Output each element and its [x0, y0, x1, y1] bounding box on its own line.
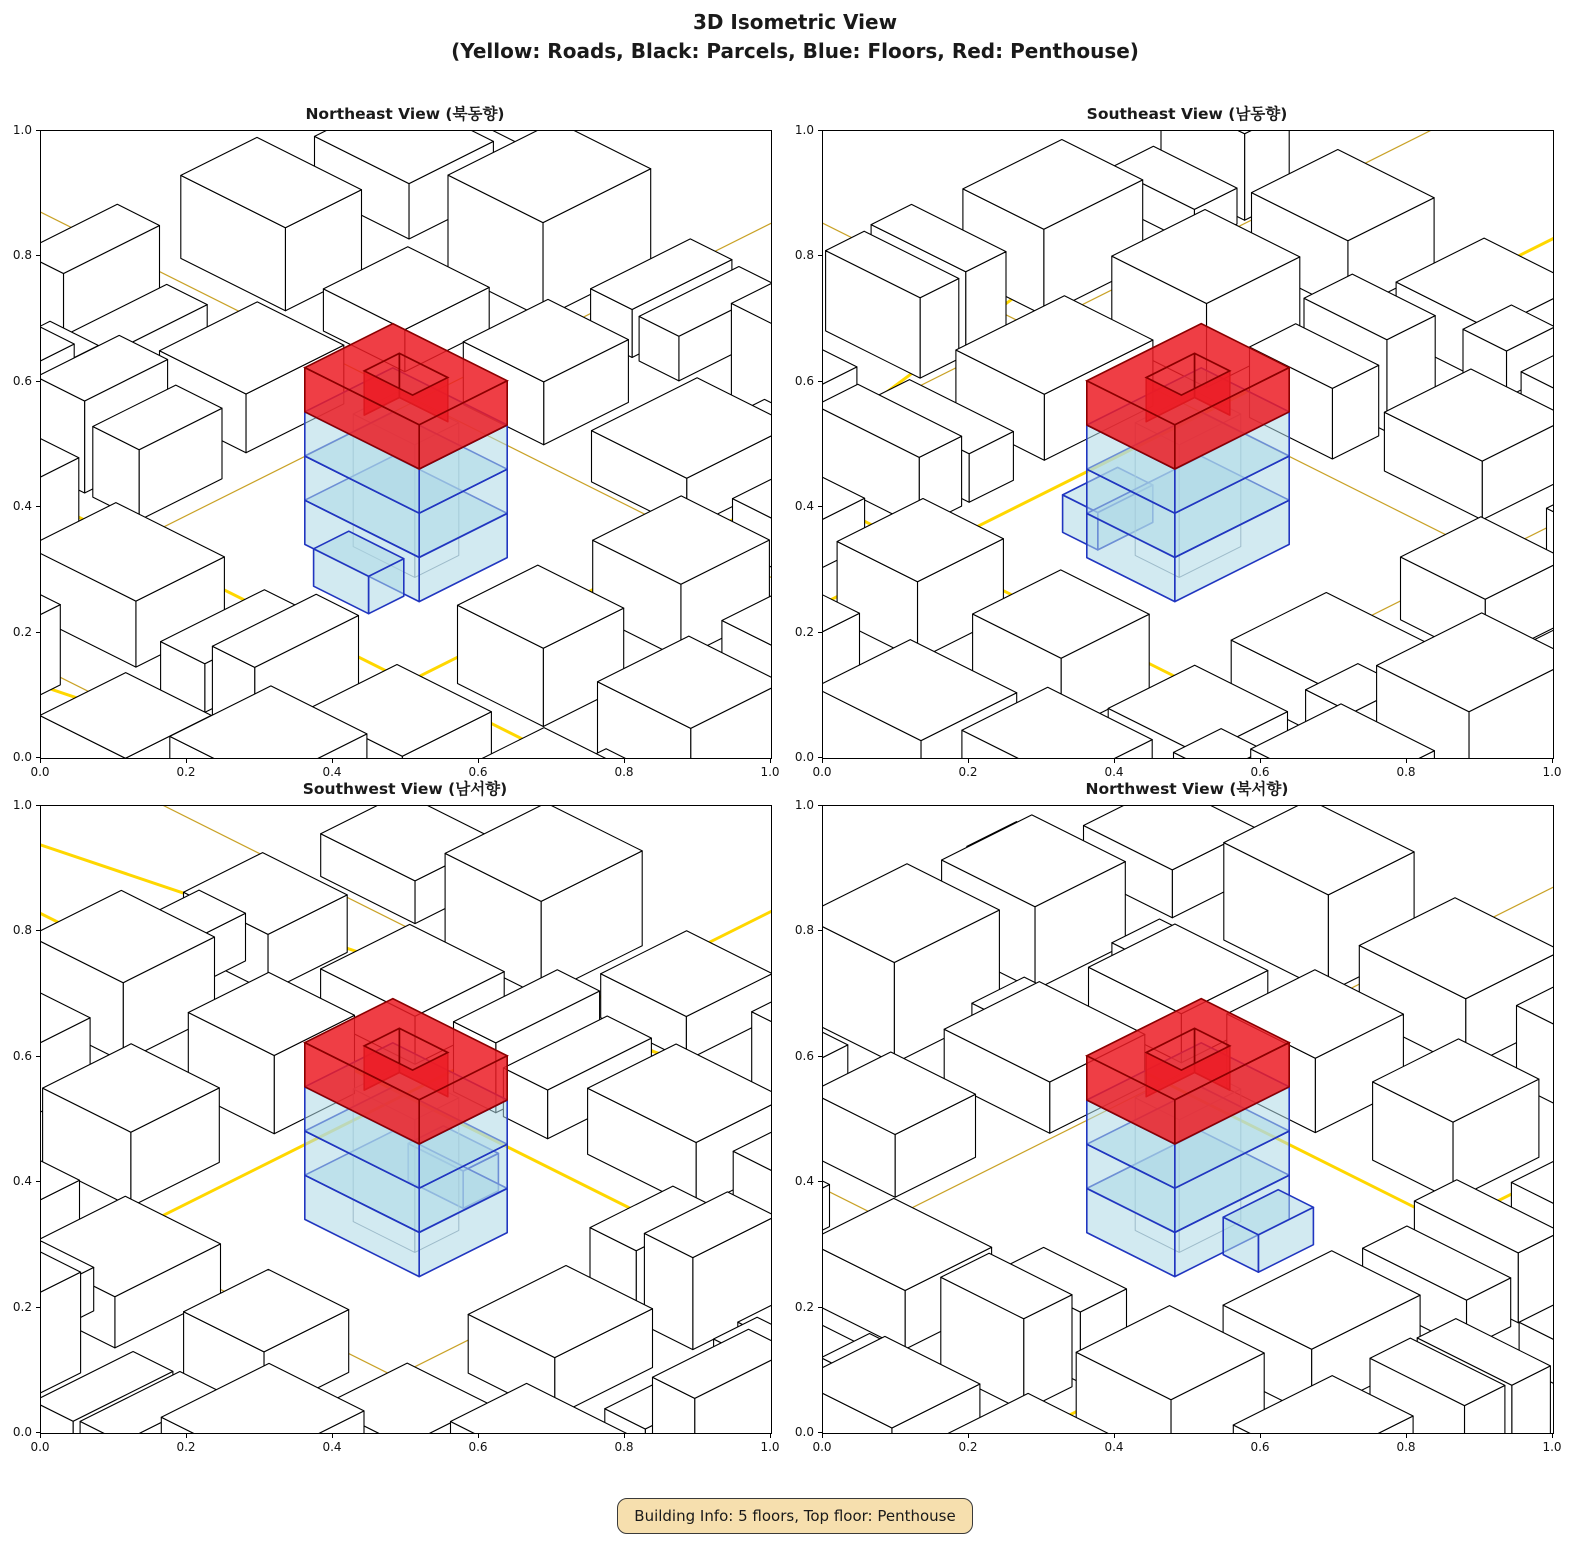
y-tick-mark: [818, 130, 822, 131]
y-tick-label: 0.2: [12, 625, 32, 639]
y-tick-mark: [36, 1432, 40, 1433]
x-tick-label: 0.0: [812, 765, 832, 779]
x-tick-mark: [1260, 759, 1261, 763]
x-tick-mark: [40, 759, 41, 763]
y-tick-mark: [36, 632, 40, 633]
y-tick-label: 0.4: [12, 499, 32, 513]
x-tick-label: 0.8: [614, 765, 634, 779]
figure-subtitle: (Yellow: Roads, Black: Parcels, Blue: Floors, Red: Penthouse): [451, 39, 1139, 63]
x-tick-mark: [478, 1434, 479, 1438]
x-tick-mark: [968, 1434, 969, 1438]
y-tick-label: 0.2: [794, 1300, 814, 1314]
y-tick-label: 0.0: [794, 1425, 814, 1439]
y-tick-mark: [818, 381, 822, 382]
plot-area-southeast: [794, 123, 1562, 779]
x-tick-label: 1.0: [1542, 1440, 1562, 1454]
y-tick-mark: [818, 930, 822, 931]
y-tick-mark: [36, 1056, 40, 1057]
x-tick-mark: [1114, 759, 1115, 763]
y-tick-mark: [818, 757, 822, 758]
y-tick-label: 0.4: [794, 1174, 814, 1188]
y-tick-label: 1.0: [12, 123, 32, 137]
panel-title-southeast: Southeast View (남동향): [1086, 105, 1288, 123]
x-tick-label: 0.8: [1396, 765, 1416, 779]
x-tick-label: 0.2: [176, 1440, 196, 1454]
x-axis-ticks: [30, 1434, 780, 1458]
y-tick-label: 0.0: [12, 1425, 32, 1439]
isometric-scene-southeast: [823, 131, 1553, 758]
x-tick-mark: [186, 759, 187, 763]
x-tick-label: 0.4: [322, 1440, 342, 1454]
y-tick-label: 0.8: [12, 923, 32, 937]
x-tick-label: 0.0: [812, 1440, 832, 1454]
x-tick-mark: [968, 759, 969, 763]
y-tick-mark: [818, 506, 822, 507]
y-tick-label: 0.8: [12, 248, 32, 262]
x-tick-label: 0.2: [176, 765, 196, 779]
x-tick-label: 0.8: [614, 1440, 634, 1454]
x-tick-mark: [40, 1434, 41, 1438]
y-axis-ticks: [2, 123, 40, 764]
panel-southeast: [794, 102, 1562, 779]
x-tick-mark: [624, 759, 625, 763]
y-tick-mark: [36, 506, 40, 507]
building-info-badge: Building Info: 5 floors, Top floor: Penthouse: [617, 1498, 972, 1534]
plot-area-southwest: [12, 798, 780, 1454]
x-tick-mark: [822, 1434, 823, 1438]
x-axis-ticks: [812, 1434, 1562, 1458]
plot-area-northwest: [794, 798, 1562, 1454]
y-tick-label: 0.6: [794, 374, 814, 388]
x-tick-mark: [1260, 1434, 1261, 1438]
y-tick-label: 0.0: [12, 750, 32, 764]
x-tick-mark: [332, 1434, 333, 1438]
x-tick-mark: [624, 1434, 625, 1438]
y-tick-mark: [36, 130, 40, 131]
y-tick-mark: [36, 930, 40, 931]
y-axis-ticks: [784, 798, 822, 1439]
x-tick-mark: [770, 1434, 771, 1438]
x-tick-mark: [770, 759, 771, 763]
isometric-scene-southwest: [41, 806, 771, 1433]
y-tick-mark: [36, 757, 40, 758]
x-tick-mark: [186, 1434, 187, 1438]
y-tick-mark: [36, 805, 40, 806]
x-tick-label: 0.6: [1250, 765, 1270, 779]
y-tick-mark: [36, 255, 40, 256]
x-tick-label: 0.4: [1104, 1440, 1124, 1454]
isometric-scene-northeast: [41, 131, 771, 758]
y-tick-label: 0.2: [12, 1300, 32, 1314]
x-tick-mark: [1552, 1434, 1553, 1438]
x-tick-label: 0.2: [958, 765, 978, 779]
y-tick-label: 1.0: [12, 798, 32, 812]
x-tick-mark: [332, 759, 333, 763]
y-tick-mark: [818, 1181, 822, 1182]
plot-area-northeast: [12, 123, 780, 779]
x-tick-mark: [1406, 1434, 1407, 1438]
panel-title-southwest: Southwest View (남서향): [302, 780, 508, 798]
x-tick-label: 1.0: [1542, 765, 1562, 779]
panel-southwest: [12, 777, 780, 1454]
figure-title: 3D Isometric View: [692, 10, 898, 34]
x-tick-mark: [1552, 759, 1553, 763]
x-tick-label: 0.0: [30, 1440, 50, 1454]
panel-northeast: [12, 102, 780, 779]
x-tick-mark: [1406, 759, 1407, 763]
y-tick-label: 1.0: [794, 798, 814, 812]
x-tick-label: 0.0: [30, 765, 50, 779]
x-tick-label: 0.6: [468, 1440, 488, 1454]
y-tick-label: 0.4: [12, 1174, 32, 1188]
x-tick-label: 0.2: [958, 1440, 978, 1454]
y-tick-label: 0.2: [794, 625, 814, 639]
y-tick-label: 0.4: [794, 499, 814, 513]
y-tick-label: 0.6: [12, 374, 32, 388]
x-tick-mark: [1114, 1434, 1115, 1438]
y-tick-mark: [818, 805, 822, 806]
y-tick-mark: [818, 255, 822, 256]
y-tick-label: 0.8: [794, 923, 814, 937]
x-tick-label: 0.8: [1396, 1440, 1416, 1454]
x-tick-label: 0.6: [1250, 1440, 1270, 1454]
y-tick-label: 0.0: [794, 750, 814, 764]
x-tick-label: 0.6: [468, 765, 488, 779]
y-tick-mark: [36, 1307, 40, 1308]
y-axis-ticks: [784, 123, 822, 764]
y-tick-mark: [36, 1181, 40, 1182]
figure-footer: [0, 1498, 1590, 1534]
y-tick-mark: [818, 1307, 822, 1308]
y-tick-mark: [818, 1432, 822, 1433]
x-tick-label: 1.0: [760, 765, 780, 779]
y-axis-ticks: [2, 798, 40, 1439]
y-tick-label: 0.6: [794, 1049, 814, 1063]
y-tick-mark: [818, 1056, 822, 1057]
y-tick-label: 0.8: [794, 248, 814, 262]
x-tick-label: 0.4: [1104, 765, 1124, 779]
panel-title-northwest: Northwest View (북서향): [1085, 780, 1289, 798]
y-tick-mark: [36, 381, 40, 382]
x-tick-mark: [822, 759, 823, 763]
figure-header: [0, 8, 1590, 66]
y-tick-label: 0.6: [12, 1049, 32, 1063]
y-tick-mark: [818, 632, 822, 633]
isometric-scene-northwest: [823, 806, 1553, 1433]
x-tick-mark: [478, 759, 479, 763]
x-tick-label: 0.4: [322, 765, 342, 779]
y-tick-label: 1.0: [794, 123, 814, 137]
x-tick-label: 1.0: [760, 1440, 780, 1454]
panel-northwest: [794, 777, 1562, 1454]
panel-title-northeast: Northeast View (북동향): [305, 105, 505, 123]
